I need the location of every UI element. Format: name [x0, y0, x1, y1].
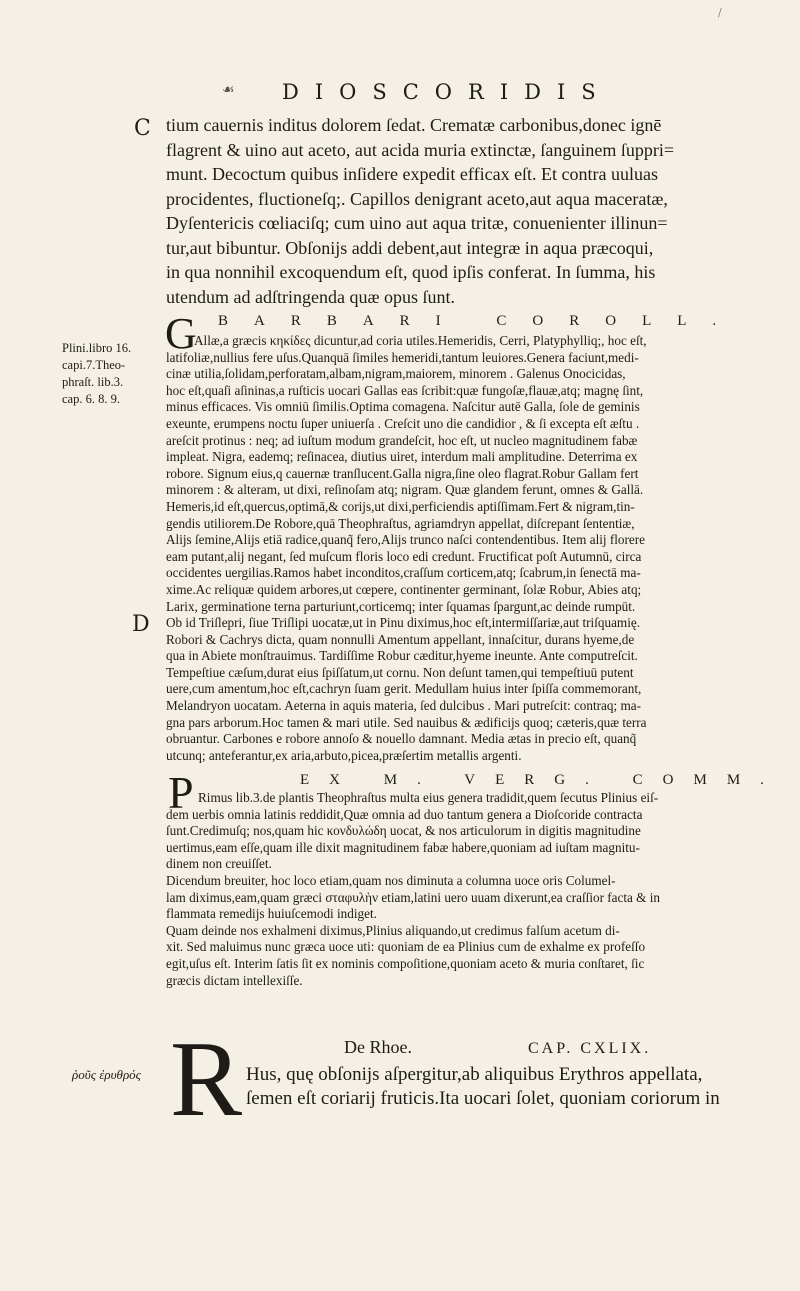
section-letter-d: D: [132, 612, 150, 637]
commentary-line: Tempeſtiue cæſum,durat eius ſpiſſatum,ut cornu. Non deſunt tamen,qui tempeſtiuū putent: [166, 664, 634, 680]
commentary-line: Hemeris,id eſt,quercus,optimā,& corijs,ut dixi,perficiendis aptiſſimam.Fert & nigram,tin-: [166, 498, 635, 514]
main-line: Dyſentericis cœliaciſq; cum uino aut aqua tritæ, conuenienter illinun=: [166, 213, 668, 233]
margin-note: [62, 340, 158, 408]
main-line: flagrent & uino aut aceto, aut acida muria extinctæ, ſanguinem ſuppri=: [166, 139, 674, 160]
commentary-line: Larix, germinatione terna parturiunt,corticemq; inter ſquamas ſpargunt,ac deinde rumpūt.: [166, 598, 636, 614]
commentary-line: areſcit protinus : neq; ad iuſtum modum grandeſcit, hoc eſt, ut nucleo magnitudinem fabæ: [166, 432, 638, 448]
commentary-line: uertimus,eam eſſe,quam ille dixit magnitudinem fabæ habere,quoniam ad iuſtam magnitu-: [166, 839, 640, 855]
commentary-line: gendis utiliorem.De Robore,quā Theophraſtus, agriamdryn appellat, diſcrepant ſententiæ,: [166, 515, 635, 531]
margin-note-line: cap. 6. 8. 9.: [62, 392, 120, 406]
margin-note-line: phraſt. lib.3.: [62, 375, 124, 389]
main-line: procidentes, fluctioneſq;. Capillos denigrant aceto,aut aqua maceratæ,: [166, 188, 668, 209]
running-head: DIOSCORIDIS: [282, 80, 612, 104]
barbari-commentary: [166, 333, 770, 764]
chapter-number: CAP. CXLIX.: [528, 1040, 652, 1057]
greek-margin-note: ῥοῦς ἐρυθρός: [72, 1067, 141, 1082]
head-ornament: ☙: [222, 82, 235, 98]
commentary-line: eam putant,alij negant, ſed muſcum floris loco edi credunt. Fructificat poſt Autumnū, circa: [166, 548, 642, 564]
commentary-line: Allæ,a græcis κηκίδες dicuntur,ad coria utiles.Hemeridis, Cerri, Platyphylliq;, hoc eſt,: [194, 333, 647, 348]
commentary-line: gna pars arborum.Hoc tamen & mari utile. Sed nauibus & ædificijs quoq; cæteris,quæ terra: [166, 714, 647, 730]
main-line: munt. Decoctum quibus inſidere expedit efficax eſt. Et contra uuluas: [166, 164, 659, 184]
commentary-line: Rimus lib.3.de plantis Theophraſtus multa eius genera tradidit,quem ſecutus Plinius eiſ-: [198, 790, 659, 805]
chapter-title: De Rhoe.: [344, 1037, 412, 1057]
commentary-line: obruantur. Carbones e robore annoſo & nouello damnant. Media ætas in precio eſt, quanq̃: [166, 731, 637, 747]
top-mark: /: [718, 6, 722, 19]
barbari-heading: BARBARI COROLL.: [218, 313, 743, 329]
margin-note-line: Plini.libro 16.: [62, 341, 132, 355]
chapter-line: ſemen eſt coriarij fruticis.Ita uocari ſolet, quoniam coriorum in: [246, 1087, 720, 1109]
commentary-line: minus efficaces. Vis omniū ſimilis.Optima comagena. Naſcitur autē Galla, ſole de geminis: [166, 399, 640, 415]
commentary-line: cinæ utilia,ſolidam,perforatam,albam,nigram,maiorem, minorem . Galenus Onocicidas,: [166, 366, 626, 382]
verg-dropcap: P: [168, 767, 194, 818]
commentary-line: Ob id Triſlepri, ſiue Triſlipi uocatæ,ut in Pinu diximus,hoc eſt,intermiſſariæ,aut triſquamię.: [166, 615, 641, 631]
chapter-dropcap: R: [170, 1020, 243, 1139]
commentary-line: impleat. Nigra, eademq; reſinacea, diutius uiret, interdum mali amplitudine. Deterrima ex: [166, 449, 638, 465]
commentary-line: Melandryon uocatam. Aeterna in aquis materia, ſed dulcibus . Mari putreſcit: contraq; ma-: [166, 698, 641, 714]
commentary-line: qua in Abiete monſtrauimus. Tardiſſime Robur cæditur,hyeme ineunte. Ante computreſcit.: [166, 648, 638, 664]
commentary-line: utcunq; anteferantur,ex aria,arbuto,picea,præſertim metallis argenti.: [166, 747, 522, 763]
section-letter-c: C: [134, 116, 151, 141]
main-line: in qua nonnihil excoquendum eſt, quod ipſis conferat. In ſumma, his: [166, 262, 656, 282]
commentary-line: flammata remedijs huiuſcemodi indiget.: [166, 906, 377, 922]
commentary-line: dem uerbis omnia latinis reddidit,Quæ omnia ad duo tantum genera a Dioſcoride contracta: [166, 806, 643, 822]
verg-commentary: [166, 790, 770, 989]
commentary-line: xime.Ac reliquæ quidem arbores,ut cœpere, continenter germinant, ſolæ Robur, Abies atq;: [166, 581, 642, 597]
chapter-line: Hus, quę obſonijs aſpergitur,ab aliquibus Erythros appellata,: [246, 1064, 703, 1085]
verg-heading: EX M. VERG. COMM.: [300, 772, 784, 788]
commentary-line: uere,cum amentum,hoc eſt,cachryn ſuam gerit. Medullam huius inter ſpiſſa commemorant,: [166, 681, 642, 697]
margin-note-line: capi.7.Theo-: [62, 358, 126, 372]
commentary-line: exeunte, erumpens noctu ſuper uniuerſa . Creſcit uno die candidior , & ſi excepta eſt æſtu .: [166, 415, 640, 431]
main-line: tium cauernis inditus dolorem ſedat. Crematæ carbonibus,donec ignē: [166, 115, 662, 135]
commentary-line: minorem : & alteram, ut dixi, reſinoſam atq; nigram. Quæ glandem ferunt, omnes & Gallā.: [166, 482, 644, 498]
main-line: utendum ad adſtringenda quæ opus ſunt.: [166, 286, 455, 307]
commentary-line: Dicendum breuiter, hoc loco etiam,quam nos diminuta a columna uoce oris Columel-: [166, 872, 616, 888]
commentary-line: Alijs ſemine,Alijs etiā radice,quanq̃ fero,Alijs trunco naſci contendentibus. Item alij florere: [166, 532, 645, 548]
commentary-line: lam diximus,eam,quam græci σταφυλὴν etiam,latini uero uuam dixerunt,ea craſſior facta & in: [166, 889, 660, 905]
commentary-line: latifoliæ,nullius fere uſus.Quanquā ſimiles hemeridi,tantum leuiores.Genera faciunt,medi-: [166, 349, 639, 365]
commentary-line: Robori & Cachrys dicta, quam nonnulli Amentum appellant, innaſcitur, durans hyeme,de: [166, 631, 635, 647]
commentary-line: hoc eſt,quaſi aſininas,a ruſticis uocari Gallas eas ſcribit:quæ fungoſæ,flauæ,atq; magnę ſint,: [166, 382, 644, 398]
commentary-line: xit. Sed maluimus nunc græca uoce uti: quoniam de ea Plinius cum de exhalme ex profeſſo: [166, 939, 646, 955]
main-text: [166, 113, 766, 309]
commentary-line: ſunt.Credimuſq; nos,quam hic κονδυλώδη uocat, & nos articulorum in digitis magnitudine: [166, 823, 641, 839]
commentary-line: robore. Signum eius,q cauernæ tranſlucent.Galla nigra,ſine oleo flagrat.Robur Gallam fert: [166, 465, 639, 481]
barbari-dropcap: G: [165, 309, 197, 358]
commentary-line: dinem non creuiſſet.: [166, 856, 272, 872]
commentary-line: græcis dictam intellexiſſe.: [166, 972, 303, 988]
main-line: tur,aut bibuntur. Obſonijs addi debent,aut integræ in aqua præcoqui,: [166, 237, 654, 258]
chapter-text: [246, 1063, 786, 1110]
commentary-line: occidentes uergilias.Ramos habet inconditos,craſſum corticem,atq; ſcabrum,in ſenectā ma-: [166, 565, 641, 581]
commentary-line: Quam deinde nos exhalmeni diximus,Plinius aliquando,ut credimus falſum acetum di-: [166, 922, 620, 938]
commentary-line: egit,uſus eſt. Interim ſatis ſit ex nominis compoſitione,quoniam aceto & muria conſtaret, ſic: [166, 955, 645, 971]
